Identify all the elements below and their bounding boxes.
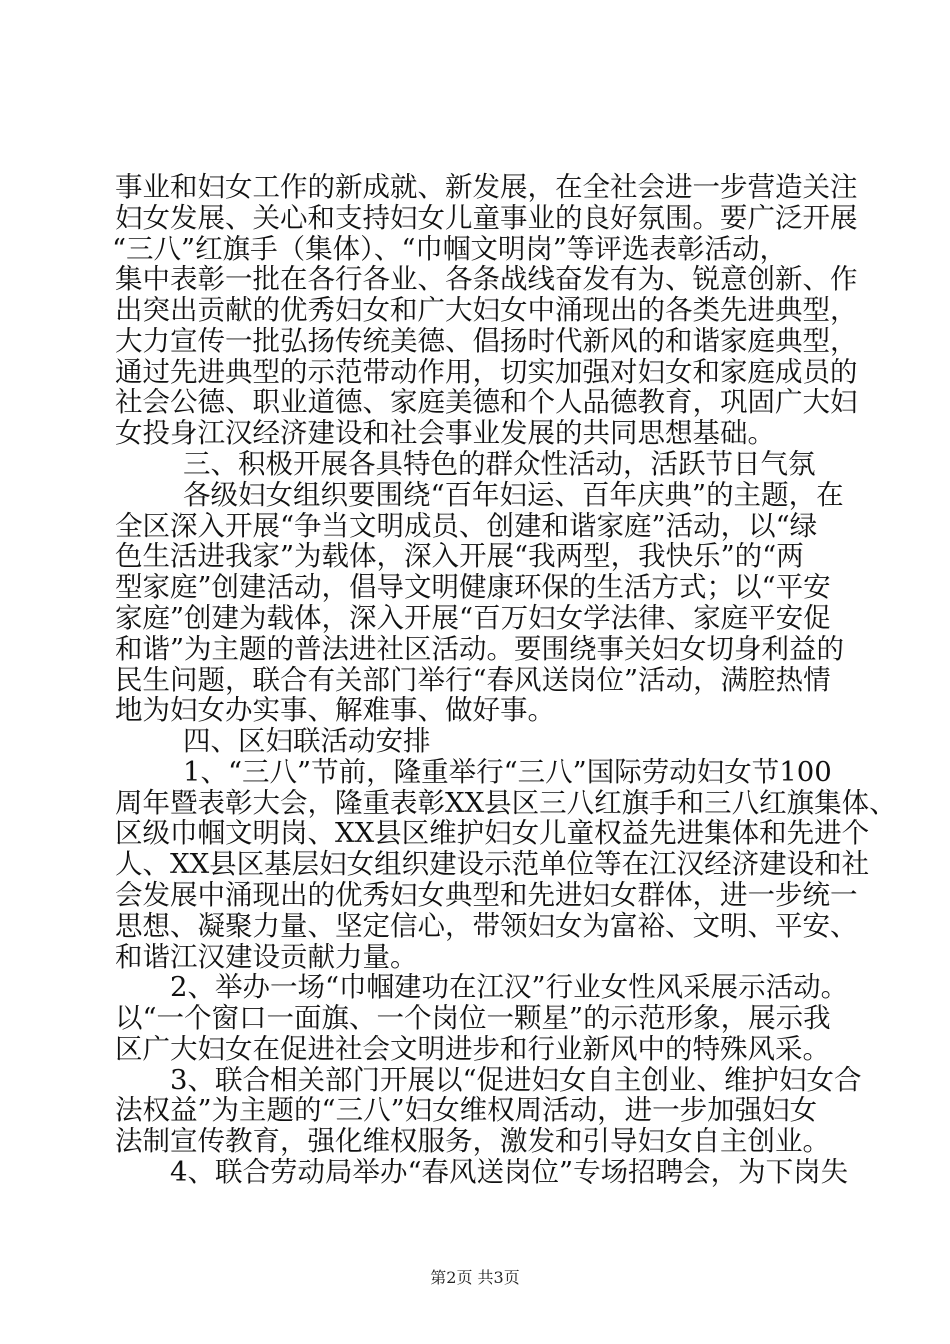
paragraph-line: 型家庭”创建活动，倡导文明健康环保的生活方式；以“平安 (115, 571, 831, 603)
paragraph-line: 2、举办一场“巾帼建功在江汉”行业女性风采展示活动。 (170, 971, 849, 1003)
paragraph-line: 人、XX县区基层妇女组织建设示范单位等在江汉经济建设和社 (115, 848, 870, 880)
paragraph-line: 1、“三八”节前，隆重举行“三八”国际劳动妇女节100 (183, 756, 832, 788)
paragraph-line: 民生问题，联合有关部门举行“春风送岗位”活动，满腔热情 (115, 664, 831, 696)
paragraph-line: 区级巾帼文明岗、XX县区维护妇女儿童权益先进集体和先进个 (115, 817, 870, 849)
section-heading: 三、积极开展各具特色的群众性活动，活跃节日气氛 (183, 448, 816, 480)
paragraph-line: 法权益”为主题的“三八”妇女维权周活动，进一步加强妇女 (115, 1094, 818, 1126)
paragraph-line: 法制宣传教育，强化维权服务，激发和引导妇女自主创业。 (115, 1125, 830, 1157)
paragraph-line: 和谐江汉建设贡献力量。 (115, 941, 418, 973)
paragraph-line: 色生活进我家”为载体，深入开展“我两型，我快乐”的“两 (115, 540, 804, 572)
section-heading: 四、区妇联活动安排 (183, 725, 431, 757)
paragraph-line: 3、联合相关部门开展以“促进妇女自主创业、维护妇女合 (170, 1064, 862, 1096)
paragraph-line: 以“一个窗口一面旗、一个岗位一颗星”的示范形象，展示我 (115, 1002, 831, 1034)
paragraph-line: 周年暨表彰大会，隆重表彰XX县区三八红旗手和三八红旗集体、 (115, 787, 897, 819)
paragraph-line: 女投身江汉经济建设和社会事业发展的共同思想基础。 (115, 417, 775, 449)
paragraph-line: 地为妇女办实事、解难事、做好事。 (115, 694, 555, 726)
paragraph-line: 各级妇女组织要围绕“百年妇运、百年庆典”的主题，在 (183, 479, 844, 511)
paragraph-line: 社会公德、职业道德、家庭美德和个人品德教育，巩固广大妇 (115, 386, 858, 418)
paragraph-line: 会发展中涌现出的优秀妇女典型和先进妇女群体，进一步统一 (115, 879, 858, 911)
paragraph-line: “三八”红旗手（集体）、“巾帼文明岗”等评选表彰活动， (112, 233, 787, 265)
paragraph-line: 思想、凝聚力量、坚定信心，带领妇女为富裕、文明、平安、 (115, 910, 858, 942)
paragraph-line: 和谐”为主题的普法进社区活动。要围绕事关妇女切身利益的 (115, 633, 845, 665)
page-number-footer: 第2页 共3页 (430, 1268, 520, 1287)
paragraph-line: 出突出贡献的优秀妇女和广大妇女中涌现出的各类先进典型， (115, 294, 858, 326)
paragraph-line: 妇女发展、关心和支持妇女儿童事业的良好氛围。要广泛开展 (115, 202, 858, 234)
paragraph-line: 4、联合劳动局举办“春风送岗位”专场招聘会，为下岗失 (170, 1156, 849, 1188)
paragraph-line: 全区深入开展“争当文明成员、创建和谐家庭”活动，以“绿 (115, 510, 818, 542)
paragraph-line: 通过先进典型的示范带动作用，切实加强对妇女和家庭成员的 (115, 356, 858, 388)
paragraph-line: 事业和妇女工作的新成就、新发展，在全社会进一步营造关注 (115, 171, 858, 203)
paragraph-line: 家庭”创建为载体，深入开展“百万妇女学法律、家庭平安促 (115, 602, 831, 634)
paragraph-line: 区广大妇女在促进社会文明进步和行业新风中的特殊风采。 (115, 1033, 830, 1065)
paragraph-line: 集中表彰一批在各行各业、各条战线奋发有为、锐意创新、作 (115, 263, 858, 295)
paragraph-line: 大力宣传一批弘扬传统美德、倡扬时代新风的和谐家庭典型， (115, 325, 858, 357)
